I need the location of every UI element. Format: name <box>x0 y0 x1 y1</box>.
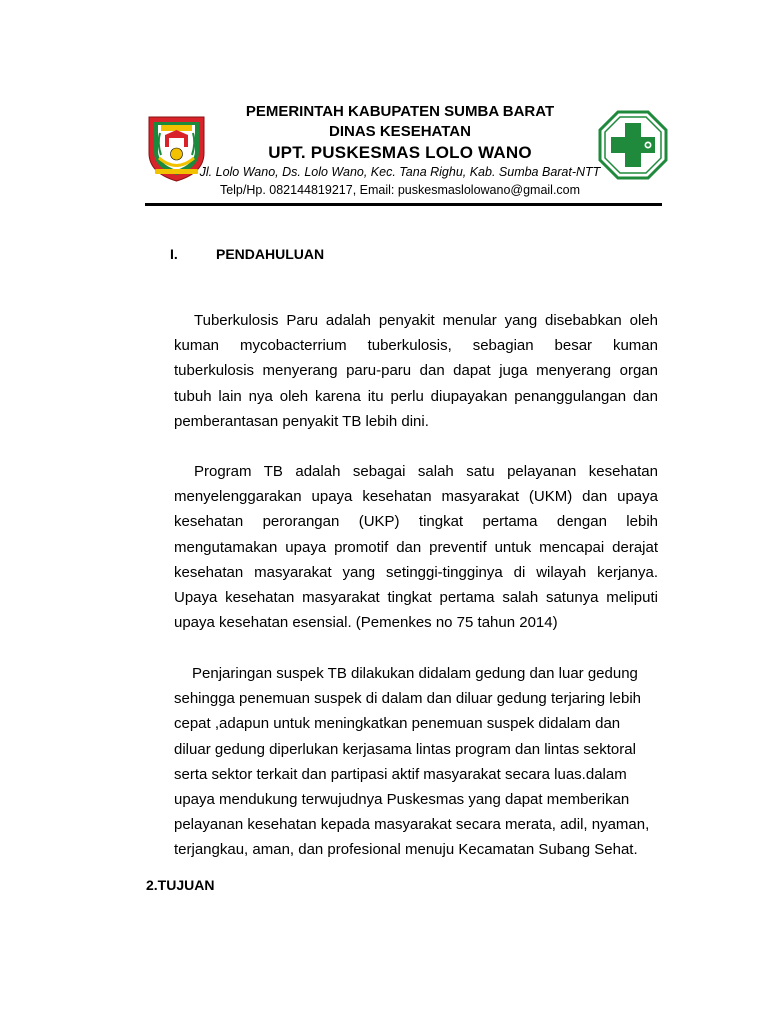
letterhead-divider <box>145 203 662 206</box>
letterhead-address: Jl. Lolo Wano, Ds. Lolo Wano, Kec. Tana Righu, Kab. Sumba Barat-NTT <box>199 165 601 179</box>
letterhead-government: PEMERINTAH KABUPATEN SUMBA BARAT <box>245 103 555 120</box>
letterhead-contact: Telp/Hp. 082144819217, Email: puskesmaslolowano@gmail.com <box>219 183 581 197</box>
puskesmas-green-cross-icon <box>598 110 668 180</box>
section-number: I. <box>170 246 178 262</box>
letterhead-department: DINAS KESEHATAN <box>329 123 471 140</box>
letterhead-institution: UPT. PUSKESMAS LOLO WANO <box>268 143 532 162</box>
paragraph-3: Penjaringan suspek TB dilakukan didalam gedung dan luar gedung sehingga penemuan suspek di dalam dan diluar gedung terjaring lebih cepat ,adapun untuk meningkatkan penemuan suspek didalam dan diluar gedung diperlukan kerjasama lintas program dan lintas sektoral serta sektor terkait dan partipasi aktif masyarakat secara luas.dalam upaya mendukung terwujudnya Puskesmas yang dapat memberikan pelayanan kesehatan kepada masyarakat secara merata, adil, nyaman, terjangkau, aman, dan profesional menuju Kecamatan Subang Sehat. <box>174 665 650 859</box>
paragraph-1: Tuberkulosis Paru adalah penyakit menular yang disebabkan oleh kuman mycobacterrium tuberkulosis, sebagian besar kuman tuberkulosis menyerang paru-paru dan dapat juga menyerang organ tubuh lain nya oleh karena itu perlu diupayakan penanggulangan dan pemberantasan penyakit TB lebih dini. <box>174 312 658 430</box>
section-heading-objectives: 2.TUJUAN <box>146 877 215 893</box>
section-title: PENDAHULUAN <box>216 246 325 262</box>
paragraph-2: Program TB adalah sebagai salah satu pelayanan kesehatan menyelenggarakan upaya kesehatan masyarakat (UKM) dan upaya kesehatan perorangan (UKP) tingkat pertama dengan lebih mengutamakan upaya promotif dan preventif untuk mencapai derajat kesehatan masyarakat yang setinggi-tingginya di wilayah kerjanya. Upaya kesehatan masyarakat tingkat pertama salah satunya meliputi upaya kesehatan esensial. (Pemenkes no 75 tahun 2014) <box>174 463 658 632</box>
section-heading-introduction <box>170 246 324 262</box>
